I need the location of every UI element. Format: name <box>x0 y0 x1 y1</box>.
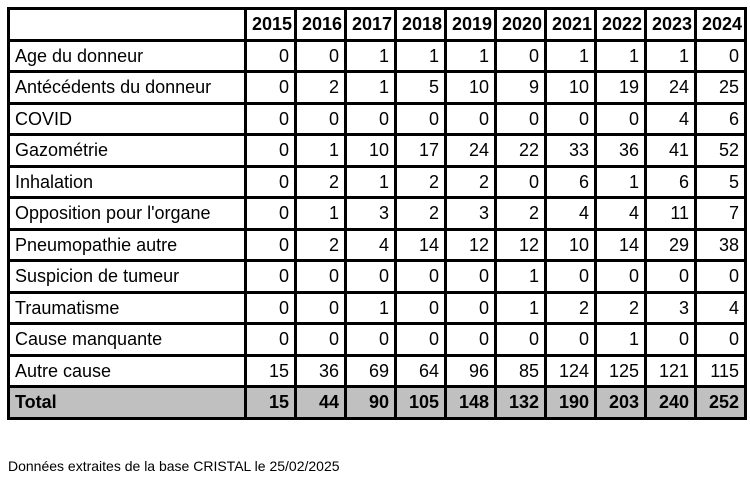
year-header: 2018 <box>396 9 446 41</box>
value-cell: 11 <box>646 198 696 230</box>
value-cell: 0 <box>246 40 296 72</box>
value-cell: 1 <box>296 135 346 167</box>
year-header: 2015 <box>246 9 296 41</box>
value-cell: 0 <box>396 103 446 135</box>
value-cell: 0 <box>246 135 296 167</box>
table-row <box>9 72 746 104</box>
value-cell: 3 <box>346 198 396 230</box>
row-label: Autre cause <box>9 355 246 387</box>
value-cell: 132 <box>496 387 546 419</box>
value-cell: 10 <box>546 229 596 261</box>
value-cell: 12 <box>496 229 546 261</box>
value-cell: 2 <box>296 72 346 104</box>
value-cell: 6 <box>696 103 746 135</box>
value-cell: 14 <box>396 229 446 261</box>
value-cell: 0 <box>296 40 346 72</box>
value-cell: 0 <box>296 261 346 293</box>
row-label: Gazométrie <box>9 135 246 167</box>
value-cell: 96 <box>446 355 496 387</box>
value-cell: 1 <box>546 40 596 72</box>
value-cell: 6 <box>646 166 696 198</box>
value-cell: 0 <box>246 229 296 261</box>
value-cell: 3 <box>646 292 696 324</box>
value-cell: 0 <box>696 261 746 293</box>
causes-by-year-table <box>7 7 747 420</box>
value-cell: 2 <box>496 198 546 230</box>
table-row <box>9 40 746 72</box>
value-cell: 1 <box>596 166 646 198</box>
year-header: 2020 <box>496 9 546 41</box>
value-cell: 24 <box>646 72 696 104</box>
value-cell: 10 <box>546 72 596 104</box>
value-cell: 69 <box>346 355 396 387</box>
value-cell: 0 <box>546 103 596 135</box>
value-cell: 38 <box>696 229 746 261</box>
year-header: 2023 <box>646 9 696 41</box>
value-cell: 64 <box>396 355 446 387</box>
value-cell: 24 <box>446 135 496 167</box>
value-cell: 4 <box>546 198 596 230</box>
value-cell: 36 <box>596 135 646 167</box>
value-cell: 2 <box>596 292 646 324</box>
value-cell: 2 <box>546 292 596 324</box>
row-label: Suspicion de tumeur <box>9 261 246 293</box>
value-cell: 4 <box>596 198 646 230</box>
value-cell: 2 <box>296 166 346 198</box>
value-cell: 29 <box>646 229 696 261</box>
table-row <box>9 355 746 387</box>
value-cell: 0 <box>246 324 296 356</box>
value-cell: 41 <box>646 135 696 167</box>
value-cell: 0 <box>446 261 496 293</box>
value-cell: 25 <box>696 72 746 104</box>
value-cell: 0 <box>446 103 496 135</box>
value-cell: 2 <box>446 166 496 198</box>
value-cell: 1 <box>346 292 396 324</box>
value-cell: 121 <box>646 355 696 387</box>
value-cell: 44 <box>296 387 346 419</box>
value-cell: 0 <box>346 103 396 135</box>
value-cell: 3 <box>446 198 496 230</box>
value-cell: 0 <box>496 166 546 198</box>
value-cell: 85 <box>496 355 546 387</box>
value-cell: 0 <box>446 324 496 356</box>
year-header: 2022 <box>596 9 646 41</box>
value-cell: 0 <box>296 292 346 324</box>
value-cell: 4 <box>346 229 396 261</box>
year-header: 2024 <box>696 9 746 41</box>
year-header: 2016 <box>296 9 346 41</box>
value-cell: 22 <box>496 135 546 167</box>
value-cell: 0 <box>596 261 646 293</box>
row-label: COVID <box>9 103 246 135</box>
value-cell: 1 <box>346 72 396 104</box>
value-cell: 0 <box>246 292 296 324</box>
value-cell: 90 <box>346 387 396 419</box>
table-row <box>9 103 746 135</box>
value-cell: 105 <box>396 387 446 419</box>
value-cell: 0 <box>646 324 696 356</box>
value-cell: 0 <box>596 103 646 135</box>
corner-cell <box>9 9 246 41</box>
table-row <box>9 166 746 198</box>
value-cell: 1 <box>496 292 546 324</box>
value-cell: 0 <box>246 198 296 230</box>
row-label: Age du donneur <box>9 40 246 72</box>
value-cell: 1 <box>346 40 396 72</box>
value-cell: 203 <box>596 387 646 419</box>
value-cell: 15 <box>246 387 296 419</box>
table-row <box>9 135 746 167</box>
value-cell: 2 <box>396 166 446 198</box>
value-cell: 124 <box>546 355 596 387</box>
value-cell: 0 <box>346 324 396 356</box>
total-row <box>9 387 746 419</box>
value-cell: 52 <box>696 135 746 167</box>
row-label: Inhalation <box>9 166 246 198</box>
value-cell: 4 <box>646 103 696 135</box>
value-cell: 1 <box>446 40 496 72</box>
value-cell: 2 <box>296 229 346 261</box>
value-cell: 115 <box>696 355 746 387</box>
row-label: Antécédents du donneur <box>9 72 246 104</box>
value-cell: 36 <box>296 355 346 387</box>
value-cell: 0 <box>296 103 346 135</box>
table-row <box>9 229 746 261</box>
table-body <box>9 40 746 418</box>
value-cell: 1 <box>346 166 396 198</box>
value-cell: 0 <box>696 324 746 356</box>
value-cell: 0 <box>496 103 546 135</box>
value-cell: 19 <box>596 72 646 104</box>
value-cell: 0 <box>396 324 446 356</box>
value-cell: 0 <box>396 292 446 324</box>
value-cell: 0 <box>496 40 546 72</box>
page <box>0 7 750 489</box>
row-label: Opposition pour l'organe <box>9 198 246 230</box>
value-cell: 252 <box>696 387 746 419</box>
value-cell: 240 <box>646 387 696 419</box>
row-label: Pneumopathie autre <box>9 229 246 261</box>
value-cell: 125 <box>596 355 646 387</box>
value-cell: 0 <box>696 40 746 72</box>
table-row <box>9 198 746 230</box>
value-cell: 6 <box>546 166 596 198</box>
value-cell: 0 <box>246 166 296 198</box>
value-cell: 10 <box>346 135 396 167</box>
value-cell: 0 <box>396 261 446 293</box>
value-cell: 1 <box>496 261 546 293</box>
value-cell: 1 <box>646 40 696 72</box>
table-row <box>9 324 746 356</box>
source-note: Données extraites de la base CRISTAL le 25/02/2025 <box>8 458 340 474</box>
value-cell: 0 <box>446 292 496 324</box>
value-cell: 1 <box>296 198 346 230</box>
value-cell: 4 <box>696 292 746 324</box>
value-cell: 2 <box>396 198 446 230</box>
value-cell: 0 <box>546 261 596 293</box>
value-cell: 9 <box>496 72 546 104</box>
value-cell: 1 <box>396 40 446 72</box>
value-cell: 7 <box>696 198 746 230</box>
value-cell: 148 <box>446 387 496 419</box>
value-cell: 0 <box>346 261 396 293</box>
table-row <box>9 261 746 293</box>
year-header: 2021 <box>546 9 596 41</box>
value-cell: 190 <box>546 387 596 419</box>
year-header: 2019 <box>446 9 496 41</box>
value-cell: 0 <box>496 324 546 356</box>
row-label: Total <box>9 387 246 419</box>
value-cell: 15 <box>246 355 296 387</box>
value-cell: 1 <box>596 40 646 72</box>
value-cell: 10 <box>446 72 496 104</box>
value-cell: 5 <box>696 166 746 198</box>
value-cell: 0 <box>246 261 296 293</box>
value-cell: 12 <box>446 229 496 261</box>
value-cell: 5 <box>396 72 446 104</box>
value-cell: 0 <box>246 72 296 104</box>
value-cell: 0 <box>296 324 346 356</box>
value-cell: 0 <box>246 103 296 135</box>
row-label: Traumatisme <box>9 292 246 324</box>
value-cell: 1 <box>596 324 646 356</box>
value-cell: 17 <box>396 135 446 167</box>
year-header: 2017 <box>346 9 396 41</box>
value-cell: 0 <box>646 261 696 293</box>
table-row <box>9 292 746 324</box>
value-cell: 14 <box>596 229 646 261</box>
table-header-row <box>9 9 746 41</box>
row-label: Cause manquante <box>9 324 246 356</box>
value-cell: 0 <box>546 324 596 356</box>
value-cell: 33 <box>546 135 596 167</box>
